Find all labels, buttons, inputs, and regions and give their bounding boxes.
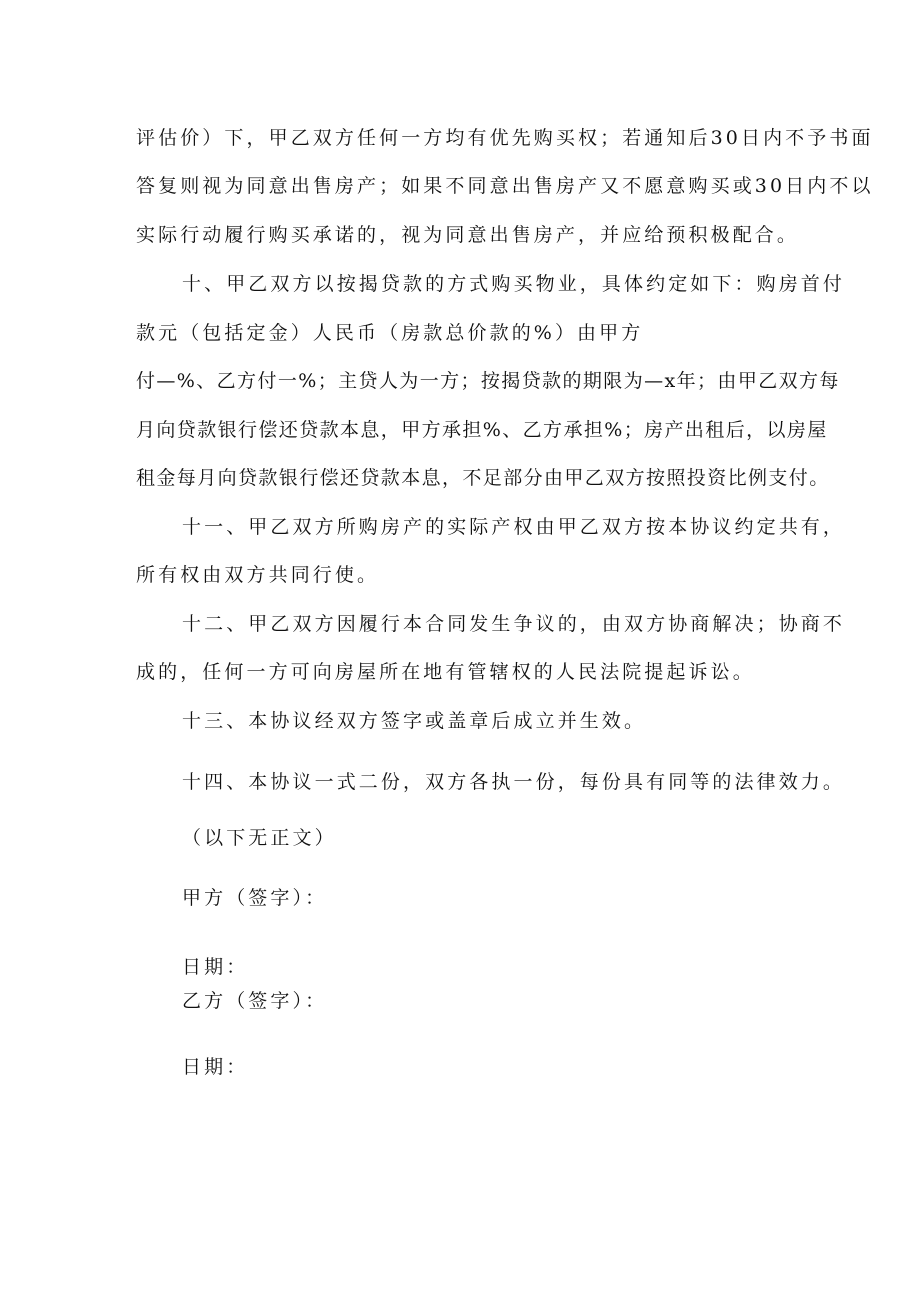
paragraph-line-1: 评估价）下，甲乙双方任何一方均有优先购买权；若通知后30日内不予书面 — [136, 127, 874, 149]
clause-10-line-1: 十、甲乙双方以按揭贷款的方式购买物业，具体约定如下：购房首付 — [182, 273, 846, 295]
clause-10-line-5: 租金每月向贷款银行偿还贷款本息，不足部分由甲乙双方按照投资比例支付。 — [136, 467, 830, 489]
clause-12-line-2: 成的，任何一方可向房屋所在地有管辖权的人民法院提起诉讼。 — [136, 661, 755, 683]
party-b-signature-label: 乙方（签字）： — [182, 990, 328, 1012]
no-further-text: （以下无正文） — [182, 827, 337, 849]
paragraph-line-2: 答复则视为同意出售房产；如果不同意出售房产又不愿意购买或30日内不以 — [136, 175, 874, 197]
clause-12-line-1: 十二、甲乙双方因履行本合同发生争议的，由双方协商解决；协商不 — [182, 613, 846, 635]
clause-14: 十四、本协议一式二份，双方各执一份，每份具有同等的法律效力。 — [182, 771, 846, 793]
clause-10-line-2: 款元（包括定金）人民币（房款总价款的%）由甲方 — [136, 322, 644, 344]
party-b-date-label: 日期： — [182, 1056, 249, 1078]
clause-10-line-3: 付—%、乙方付一%；主贷人为一方；按揭贷款的期限为—x年；由甲乙双方每 — [136, 370, 840, 392]
paragraph-line-3: 实际行动履行购买承诺的，视为同意出售房产，并应给预积极配合。 — [136, 224, 800, 246]
party-a-date-label: 日期： — [182, 956, 249, 978]
clause-11-line-2: 所有权由双方共同行使。 — [136, 564, 380, 586]
clause-11-line-1: 十一、甲乙双方所购房产的实际产权由甲乙双方按本协议约定共有， — [182, 516, 846, 538]
clause-13: 十三、本协议经双方签字或盖章后成立并生效。 — [182, 710, 647, 732]
party-a-signature-label: 甲方（签字）： — [182, 887, 328, 909]
clause-10-line-4: 月向贷款银行偿还贷款本息，甲方承担%、乙方承担%；房产出租后，以房屋 — [136, 419, 828, 441]
